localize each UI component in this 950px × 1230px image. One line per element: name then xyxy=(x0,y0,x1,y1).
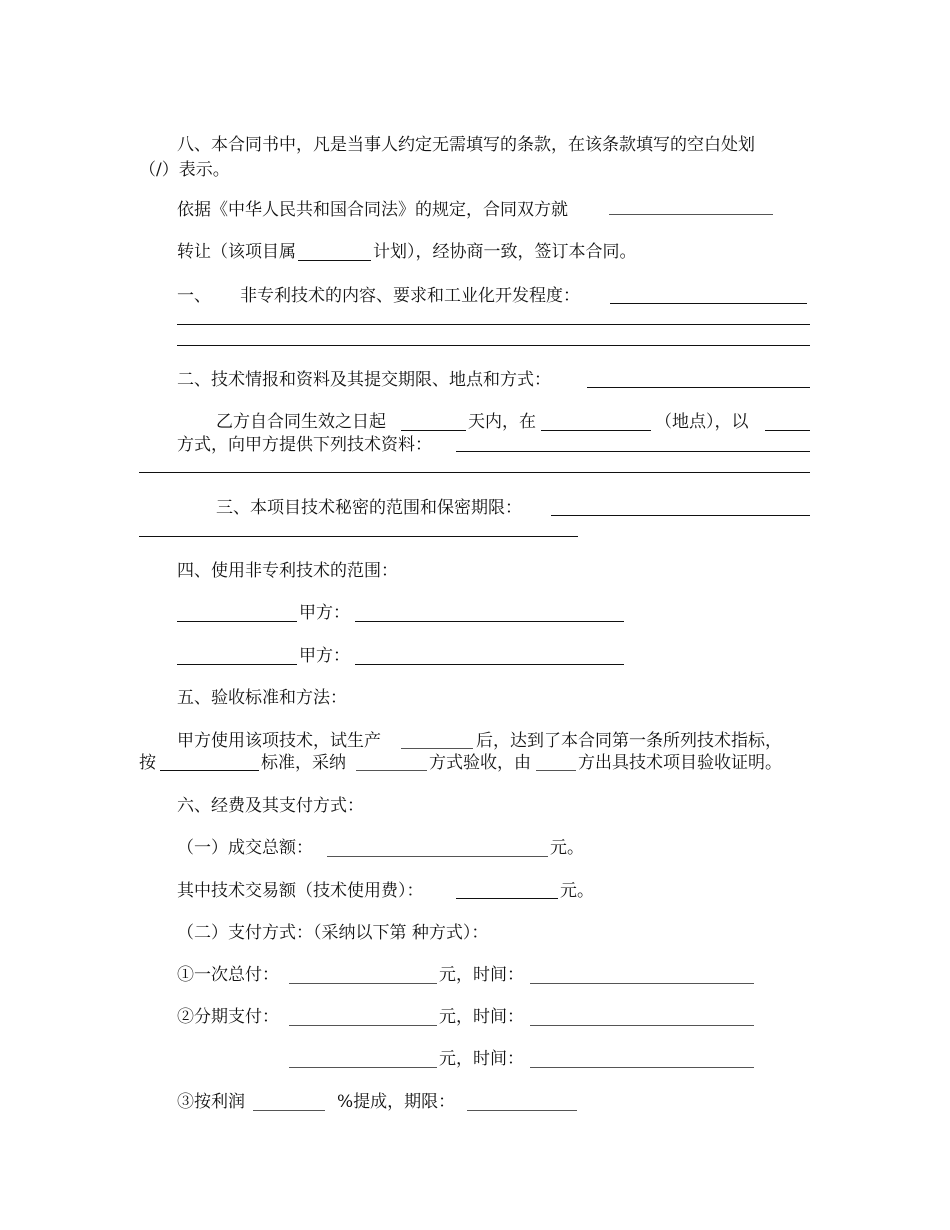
option-1-yuan-time: 元，时间： xyxy=(439,965,524,985)
section-5-line-2d: 方出具技术项目验收证明。 xyxy=(578,753,782,773)
tech-fee-label: 其中技术交易额（技术使用费）： xyxy=(177,881,424,901)
standard-blank[interactable] xyxy=(160,770,259,771)
issuing-party-blank[interactable] xyxy=(536,770,576,771)
days-blank[interactable] xyxy=(401,430,466,431)
basis-text: 依据《中华人民共和国合同法》的规定，合同双方就 xyxy=(177,200,568,220)
section-6-heading: 六、经费及其支付方式： xyxy=(177,796,364,816)
option-2-amount-blank-2[interactable] xyxy=(289,1067,437,1068)
section-5-line-2c: 方式验收，由 xyxy=(429,753,531,773)
scope-row-2-blank-a[interactable] xyxy=(177,664,297,665)
section-3-heading: 三、本项目技术秘密的范围和保密期限： xyxy=(216,498,522,518)
section-3-blank-1[interactable] xyxy=(551,515,810,516)
option-1-label: ①一次总付： xyxy=(177,965,279,985)
clause-8-line-1: 八、本合同书中，凡是当事人约定无需填写的条款，在该条款填写的空白处划 xyxy=(177,135,755,155)
scope-row-1-label: 甲方： xyxy=(299,603,350,623)
total-amount-unit: 元。 xyxy=(550,838,584,858)
clause-8-line-2: （/）表示。 xyxy=(139,160,230,180)
option-2-time-blank-1[interactable] xyxy=(530,1025,754,1026)
section-2-text-d: 方式，向甲方提供下列技术资料： xyxy=(177,435,432,455)
section-2-text-a: 乙方自合同生效之日起 xyxy=(216,412,386,432)
option-3-percent-term: %提成，期限： xyxy=(337,1092,456,1112)
tech-materials-blank-1[interactable] xyxy=(456,451,810,452)
option-3-term-blank[interactable] xyxy=(467,1110,577,1111)
method-blank[interactable] xyxy=(765,430,810,431)
plan-blank[interactable] xyxy=(298,260,371,261)
tech-fee-unit: 元。 xyxy=(560,881,594,901)
section-5-heading: 五、验收标准和方法： xyxy=(177,688,347,708)
section-1-blank-1[interactable] xyxy=(610,303,807,304)
section-1-blank-2[interactable] xyxy=(177,324,810,325)
section-3-blank-2[interactable] xyxy=(139,536,578,537)
scope-row-1-blank-a[interactable] xyxy=(177,621,297,622)
option-1-time-blank[interactable] xyxy=(530,983,754,984)
scope-row-2-blank-b[interactable] xyxy=(355,664,624,665)
section-1-number: 一、 xyxy=(177,286,211,306)
option-2-yuan-time-2: 元，时间： xyxy=(439,1049,524,1069)
section-5-line-1b: 后，达到了本合同第一条所列技术指标， xyxy=(476,731,782,751)
option-2-yuan-time-1: 元，时间： xyxy=(439,1007,524,1027)
project-name-blank[interactable] xyxy=(609,214,773,215)
scope-row-1-blank-b[interactable] xyxy=(355,621,624,622)
section-2-blank[interactable] xyxy=(587,387,810,388)
section-5-line-1a: 甲方使用该项技术，试生产 xyxy=(177,731,381,751)
transfer-text-post: 计划），经协商一致，签订本合同。 xyxy=(373,242,637,262)
total-amount-blank[interactable] xyxy=(327,856,548,857)
option-2-label: ②分期支付： xyxy=(177,1007,279,1027)
section-4-heading: 四、使用非专利技术的范围： xyxy=(177,561,398,581)
option-2-amount-blank-1[interactable] xyxy=(289,1025,437,1026)
option-2-time-blank-2[interactable] xyxy=(530,1067,754,1068)
transfer-text-pre: 转让（该项目属 xyxy=(177,242,296,262)
profit-percent-blank[interactable] xyxy=(253,1110,325,1111)
total-amount-label: （一）成交总额： xyxy=(177,838,313,858)
section-5-line-2b: 标准，采纳 xyxy=(261,753,346,773)
section-2-text-b: 天内，在 xyxy=(468,412,536,432)
section-1-heading: 非专利技术的内容、要求和工业化开发程度： xyxy=(240,286,580,306)
trial-period-blank[interactable] xyxy=(401,748,473,749)
payment-method-label: （二）支付方式：（采纳以下第 种方式）： xyxy=(177,923,489,943)
tech-fee-blank[interactable] xyxy=(456,898,558,899)
option-1-amount-blank[interactable] xyxy=(289,983,437,984)
tech-materials-blank-2[interactable] xyxy=(139,472,810,473)
location-blank[interactable] xyxy=(541,430,651,431)
section-5-line-2a: 按 xyxy=(139,753,156,773)
option-3-label: ③按利润 xyxy=(177,1092,245,1112)
scope-row-2-label: 甲方： xyxy=(299,646,350,666)
acceptance-method-blank[interactable] xyxy=(356,770,427,771)
section-2-heading: 二、技术情报和资料及其提交期限、地点和方式： xyxy=(177,370,551,390)
section-2-text-c: （地点），以 xyxy=(655,412,749,432)
section-1-blank-3[interactable] xyxy=(177,345,810,346)
